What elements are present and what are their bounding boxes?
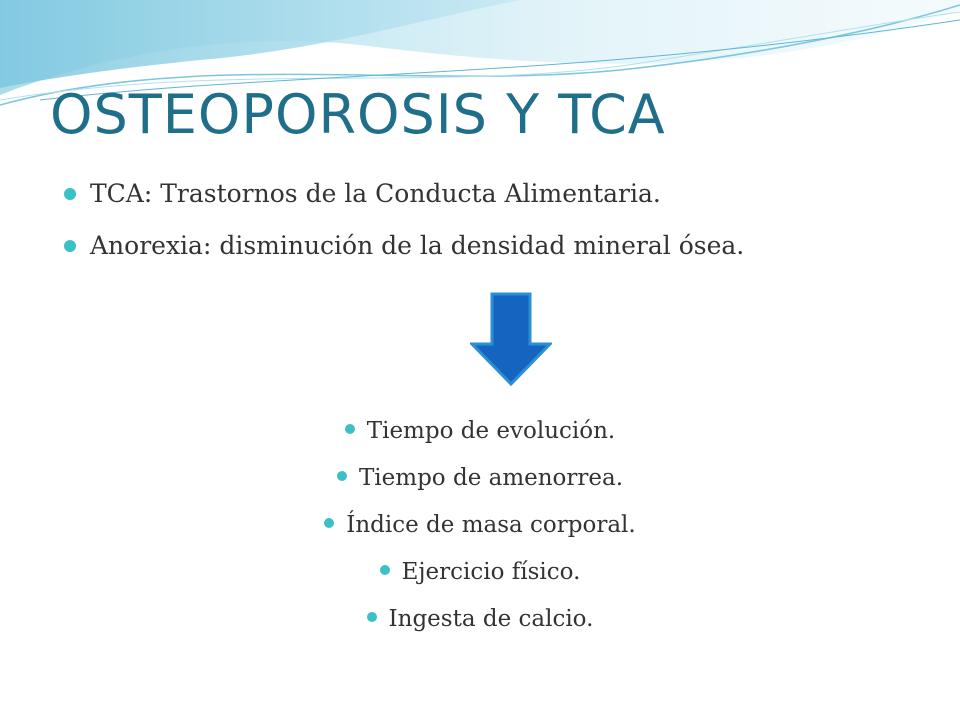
list-item <box>0 502 960 549</box>
list-item <box>0 549 960 596</box>
list-item <box>0 408 960 455</box>
main-bullet-list <box>64 168 744 272</box>
factor-list <box>0 408 960 643</box>
bullet-icon <box>64 240 76 252</box>
factor-text: Índice de masa corporal. <box>346 512 636 538</box>
factor-text: Ejercicio físico. <box>401 559 581 585</box>
bullet-icon <box>64 188 76 200</box>
bullet-icon <box>337 471 347 481</box>
slide-title: OSTEOPOROSIS Y TCA <box>50 83 666 146</box>
list-item <box>64 220 744 272</box>
list-item <box>64 168 744 220</box>
list-item <box>0 455 960 502</box>
bullet-icon <box>345 424 355 434</box>
list-item <box>0 596 960 643</box>
factor-text: Ingesta de calcio. <box>388 606 594 632</box>
down-arrow-icon <box>470 292 552 386</box>
bullet-icon <box>324 518 334 528</box>
bullet-text: Anorexia: disminución de la densidad mineral ósea. <box>90 231 745 260</box>
factor-text: Tiempo de evolución. <box>366 418 616 444</box>
bullet-text: TCA: Trastornos de la Conducta Alimentaria. <box>90 179 661 208</box>
bullet-icon <box>367 612 377 622</box>
factor-text: Tiempo de amenorrea. <box>358 465 624 491</box>
bullet-icon <box>380 565 390 575</box>
